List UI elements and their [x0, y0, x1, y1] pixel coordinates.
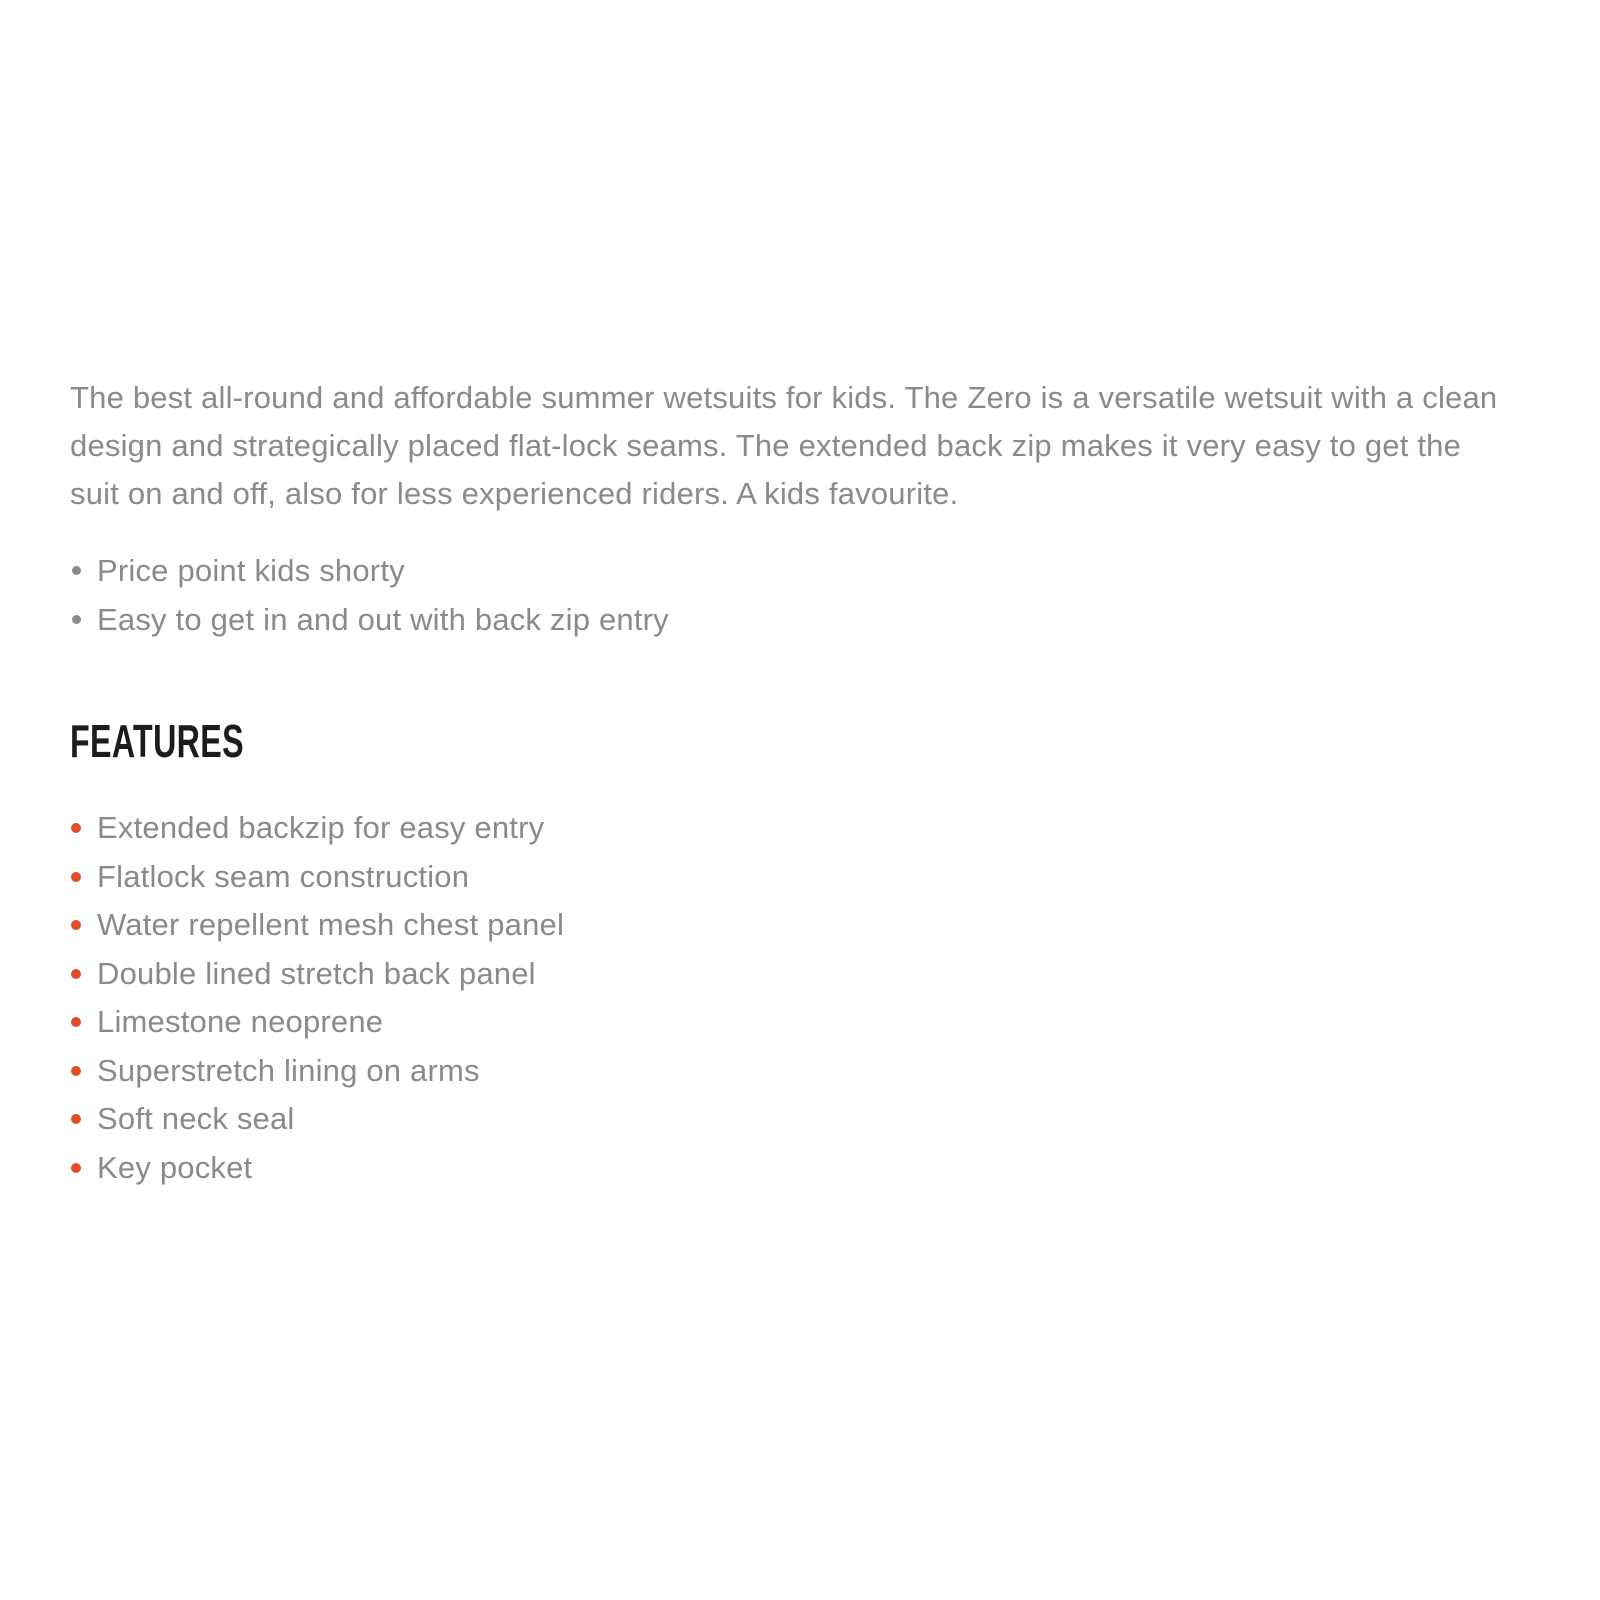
highlight-item [70, 546, 1514, 595]
feature-item [70, 1144, 1514, 1193]
feature-item-label: Extended backzip for easy entry [97, 810, 545, 845]
bullet-icon [72, 615, 81, 624]
highlights-list [70, 546, 1514, 644]
bullet-icon [71, 1066, 81, 1076]
bullet-icon [71, 823, 81, 833]
features-list [70, 804, 1514, 1192]
feature-item-label: Flatlock seam construction [97, 858, 470, 894]
bullet-icon [71, 872, 81, 882]
feature-item-label: Double lined stretch back panel [97, 955, 536, 991]
feature-item [70, 950, 1514, 999]
feature-item-label: Water repellent mesh chest panel [97, 907, 565, 942]
features-heading: FEATURES [70, 715, 244, 767]
feature-item [70, 853, 1514, 902]
bullet-icon [72, 566, 81, 575]
feature-item-label: Key pocket [97, 1149, 253, 1185]
bullet-icon [71, 1163, 81, 1173]
feature-item [70, 1047, 1514, 1096]
product-description-text: The best all-round and affordable summer wetsuits for kids. The Zero is a versatile wetsuit with a clean design and strategically placed flat-lock seams. The extended back zip makes it very easy to get the suit on and off, also for less experienced riders. A kids favourite. [70, 380, 1498, 511]
feature-item [70, 804, 1514, 853]
feature-item [70, 1095, 1514, 1144]
bullet-icon [71, 1114, 81, 1124]
bullet-icon [71, 1017, 81, 1027]
feature-item [70, 998, 1514, 1047]
feature-item-label: Superstretch lining on arms [97, 1052, 480, 1088]
highlight-item-label: Price point kids shorty [97, 553, 405, 588]
feature-item-label: Limestone neoprene [97, 1004, 384, 1039]
bullet-icon [71, 969, 81, 979]
highlight-item-label: Easy to get in and out with back zip entry [97, 602, 669, 637]
bullet-icon [71, 920, 81, 930]
highlight-item [70, 595, 1514, 644]
feature-item [70, 901, 1514, 950]
feature-item-label: Soft neck seal [97, 1101, 295, 1136]
